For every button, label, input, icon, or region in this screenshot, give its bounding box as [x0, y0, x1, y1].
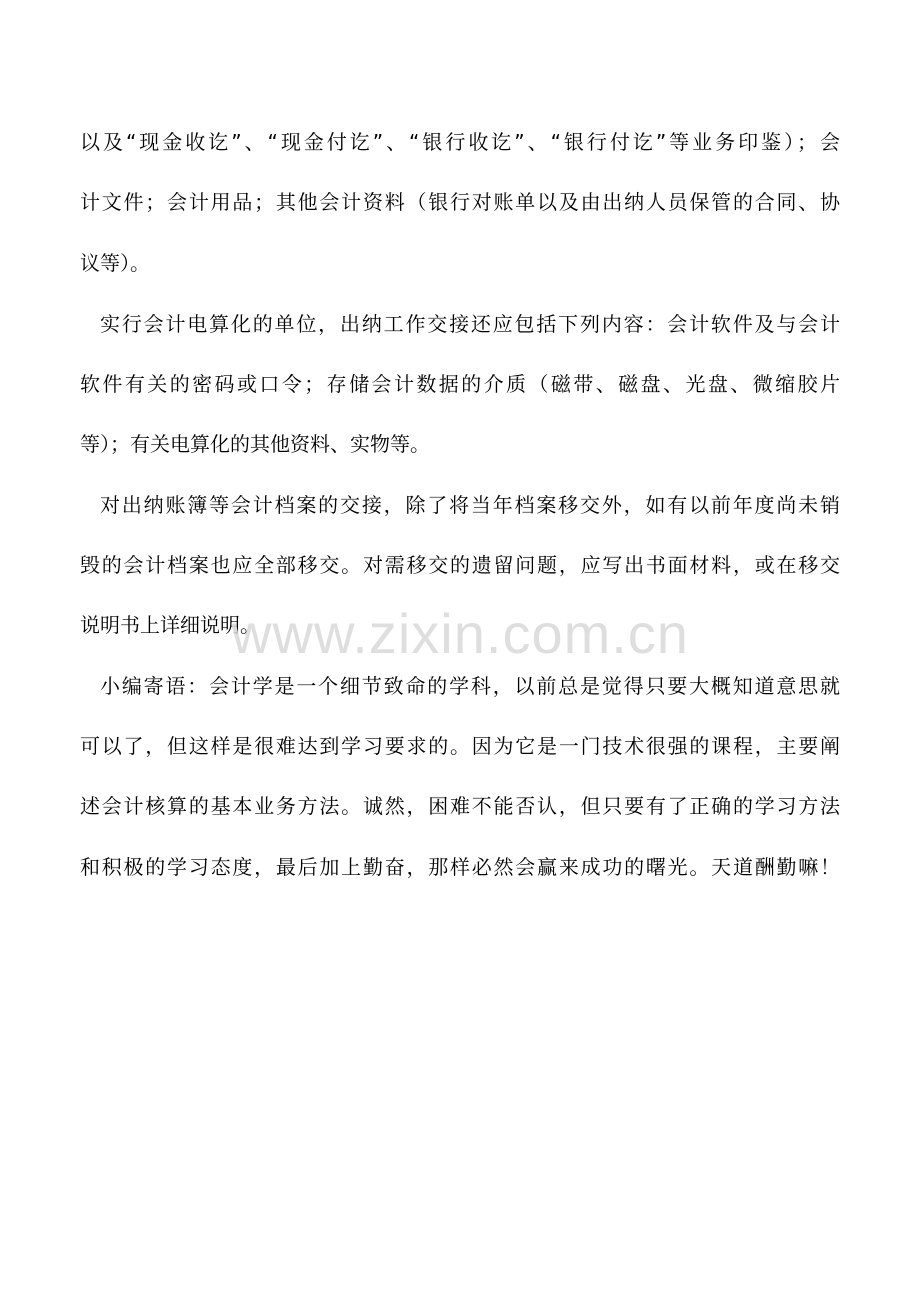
paragraph-3-line-1: 对出纳账簿等会计档案的交接，除了将当年档案移交外，如有以前年度尚未销 — [100, 493, 840, 517]
paragraph-4-line-4: 和积极的学习态度，最后加上勤奋，那样必然会赢来成功的曙光。天道酬勤嘛！ — [80, 855, 840, 879]
watermark-text: www.zixin.com.cn — [231, 602, 689, 665]
paragraph-2-line-2: 软件有关的密码或口令；存储会计数据的介质（磁带、磁盘、光盘、微缩胶片 — [80, 372, 840, 396]
paragraph-2-line-3: 等）；有关电算化的其他资料、实物等。 — [80, 432, 430, 456]
paragraph-2-line-1: 实行会计电算化的单位，出纳工作交接还应包括下列内容：会计软件及与会计 — [100, 312, 840, 336]
paragraph-1-line-2: 计文件；会计用品；其他会计资料（银行对账单以及由出纳人员保管的合同、协 — [80, 190, 840, 214]
paragraph-4-line-3: 述会计核算的基本业务方法。诚然，困难不能否认，但只要有了正确的学习方法 — [80, 794, 840, 818]
paragraph-4-line-1: 小编寄语：会计学是一个细节致命的学科，以前总是觉得只要大概知道意思就 — [100, 674, 840, 698]
paragraph-1-line-1: 以及“现金收讫”、“现金付讫”、“银行收讫”、“银行付讫”等业务印鉴）；会 — [80, 130, 840, 154]
paragraph-4-line-2: 可以了，但这样是很难达到学习要求的。因为它是一门技术很强的课程，主要阐 — [80, 734, 840, 758]
paragraph-3-line-2: 毁的会计档案也应全部移交。对需移交的遗留问题，应写出书面材料，或在移交 — [80, 553, 840, 577]
paragraph-1-line-3: 议等）。 — [80, 251, 150, 275]
paragraph-3-line-3: 说明书上详细说明。 — [80, 613, 260, 637]
